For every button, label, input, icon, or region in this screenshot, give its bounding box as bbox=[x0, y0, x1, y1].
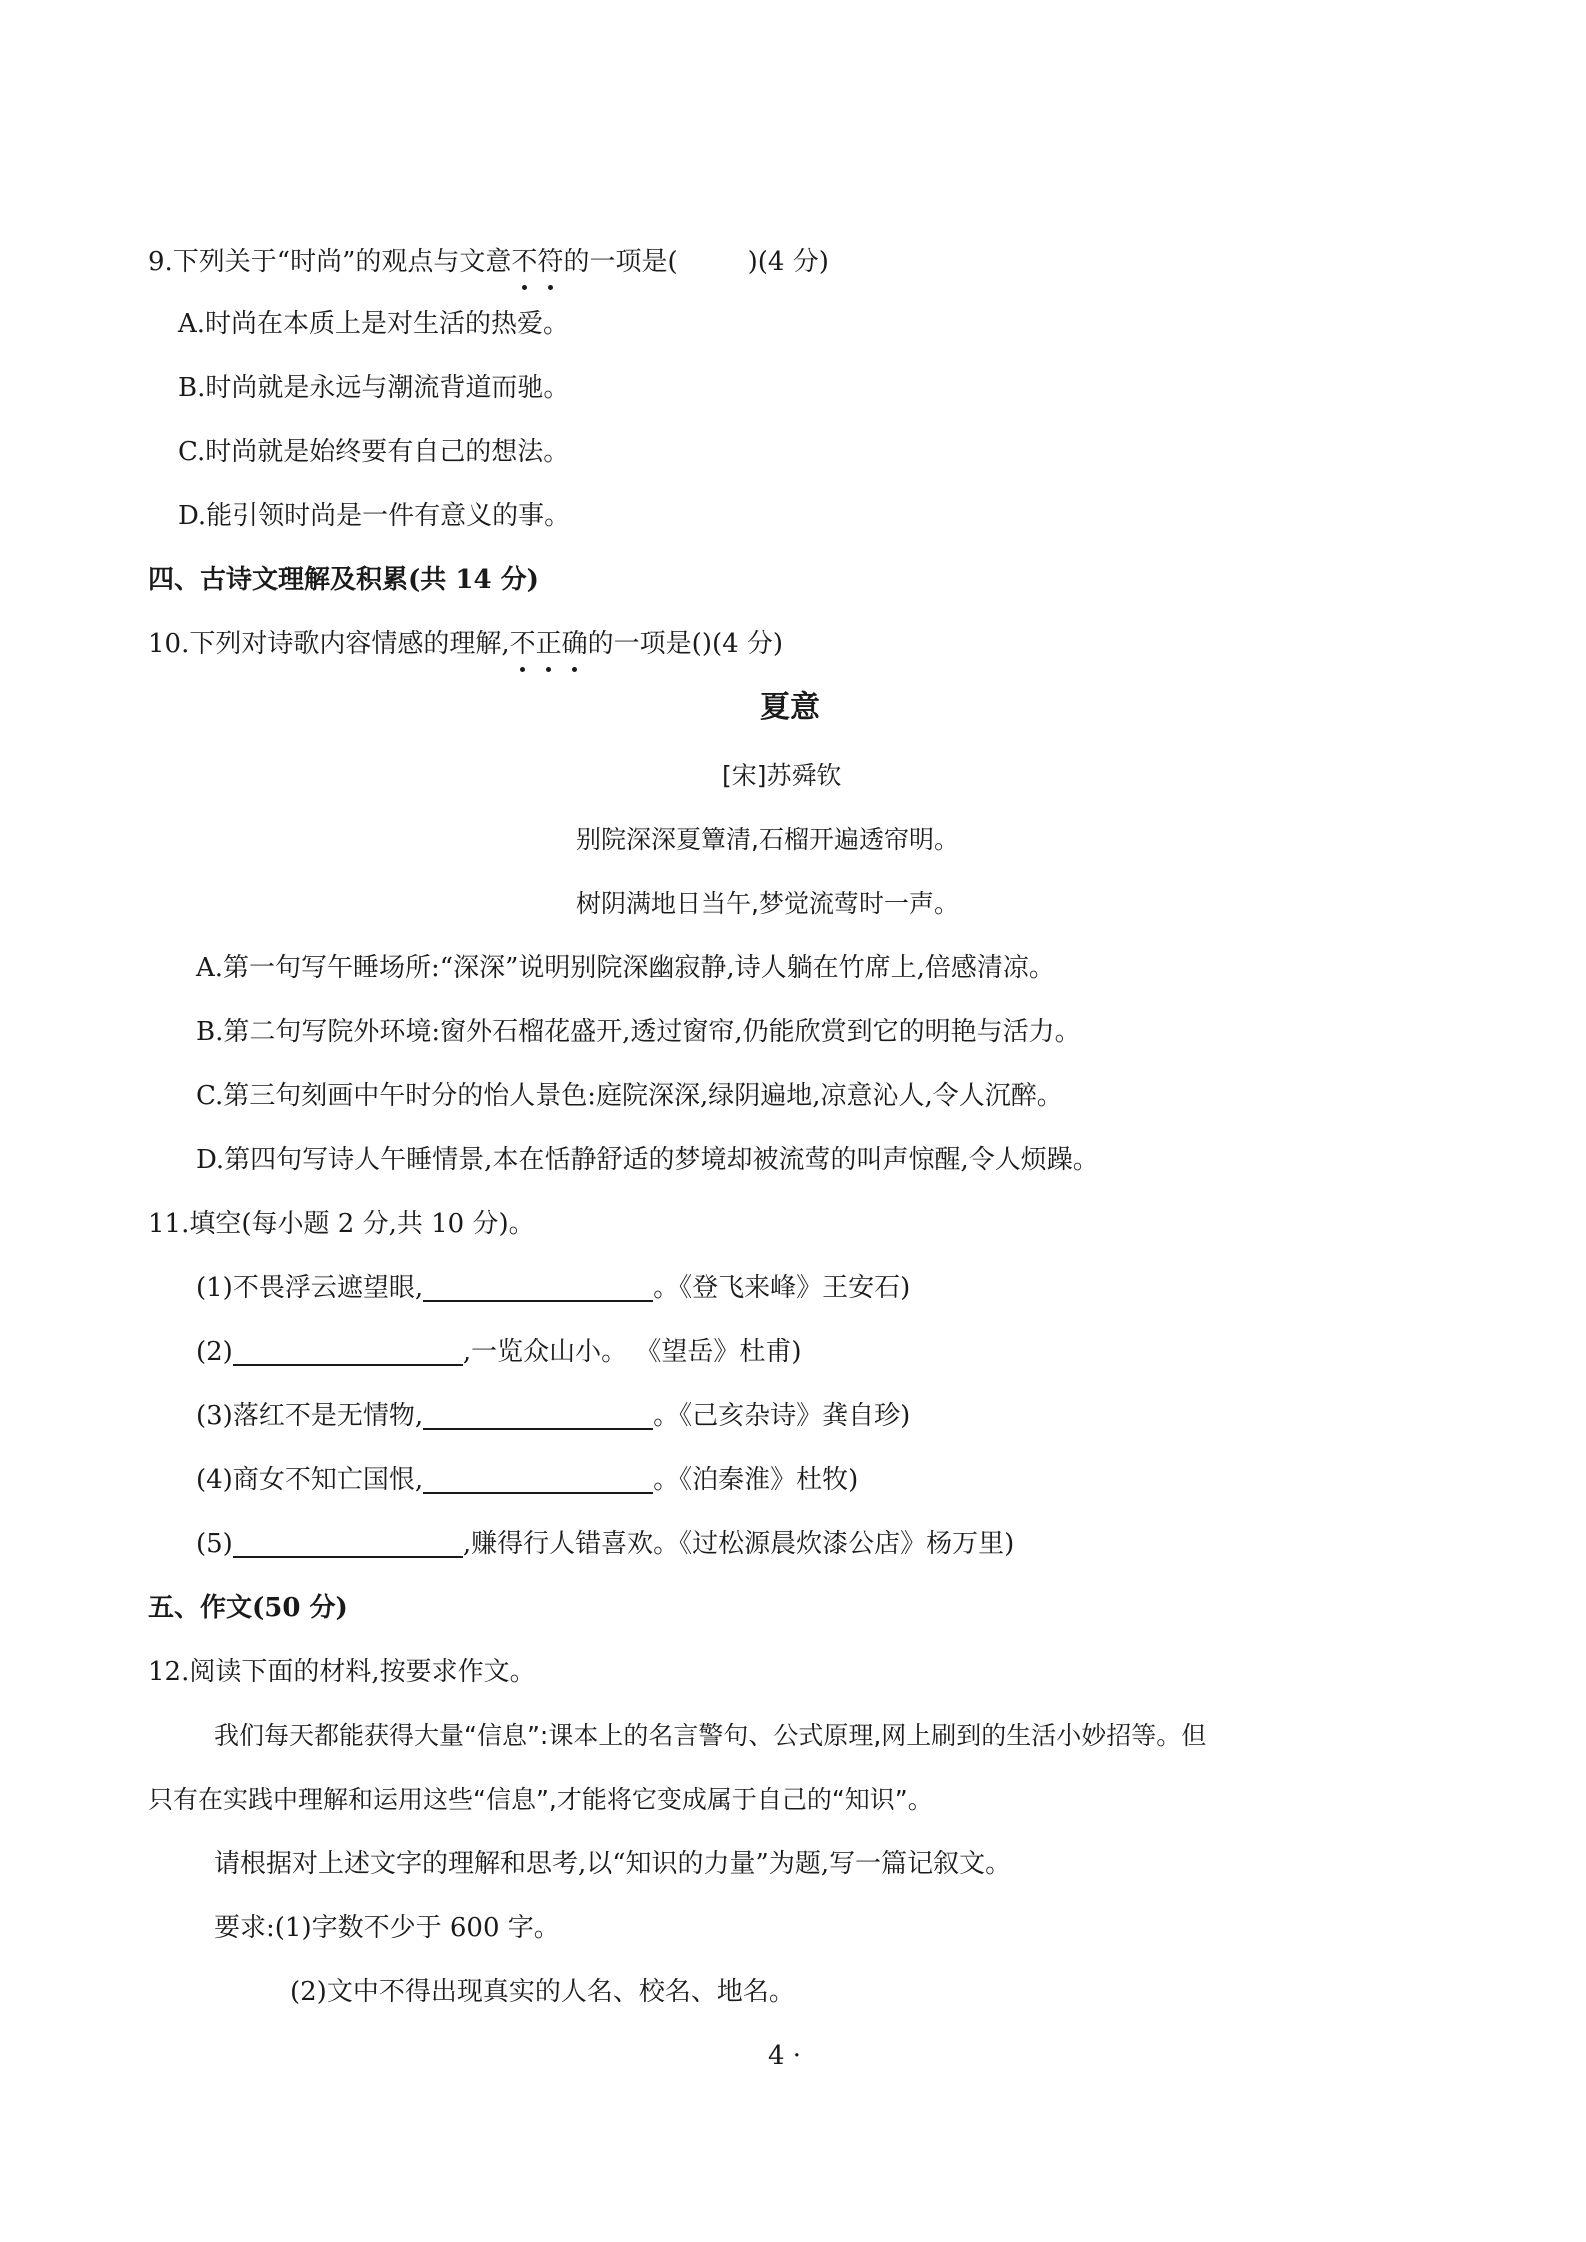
q9-stem: 9.下列关于“时尚”的观点与文意不符的一项是( )(4 分) bbox=[148, 244, 829, 280]
q10-option-b: B.第二句写院外环境:窗外石榴花盛开,透过窗帘,仍能欣赏到它的明艳与活力。 bbox=[196, 1017, 1081, 1047]
emphasis-dot-char: 不 bbox=[510, 626, 536, 662]
fill-blank bbox=[233, 1336, 463, 1366]
fill-blank bbox=[423, 1464, 653, 1494]
q11-item-2: (2) ,一览众山小。 《望岳》杜甫) bbox=[196, 1337, 802, 1367]
q10-option-a: A.第一句写午睡场所:“深深”说明别院深幽寂静,诗人躺在竹席上,倍感清凉。 bbox=[196, 953, 1055, 983]
q12-requirement-1: 要求:(1)字数不少于 600 字。 bbox=[214, 1913, 560, 1943]
fill-blank bbox=[233, 1528, 463, 1558]
poem-title: 夏意 bbox=[760, 690, 820, 725]
q9-option-c: C.时尚就是始终要有自己的想法。 bbox=[178, 437, 570, 467]
q10-option-c: C.第三句刻画中午时分的怡人景色:庭院深深,绿阴遍地,凉意沁人,令人沉醉。 bbox=[196, 1081, 1063, 1111]
q9-option-d: D.能引领时尚是一件有意义的事。 bbox=[178, 501, 571, 531]
q12-stem: 12.阅读下面的材料,按要求作文。 bbox=[148, 1657, 536, 1687]
q10-stem: 10.下列对诗歌内容情感的理解,不正确的一项是()(4 分) bbox=[148, 626, 783, 662]
poem-author: [宋]苏舜钦 bbox=[722, 761, 842, 790]
emphasis-dot-char: 确 bbox=[562, 626, 588, 662]
q11-stem: 11.填空(每小题 2 分,共 10 分)。 bbox=[148, 1209, 535, 1239]
q12-material-line-2: 只有在实践中理解和运用这些“信息”,才能将它变成属于自己的“知识”。 bbox=[148, 1785, 933, 1814]
q11-item-3: (3)落红不是无情物, 。《己亥杂诗》龚自珍) bbox=[196, 1401, 911, 1431]
q11-item-1: (1)不畏浮云遮望眼, 。《登飞来峰》王安石) bbox=[196, 1273, 911, 1303]
q11-item-5: (5) ,赚得行人错喜欢。《过松源晨炊漆公店》杨万里) bbox=[196, 1529, 1015, 1559]
section5-heading: 五、作文(50 分) bbox=[148, 1593, 348, 1623]
q12-requirement-2: (2)文中不得出现真实的人名、校名、地名。 bbox=[290, 1977, 795, 2007]
q10-option-d: D.第四句写诗人午睡情景,本在恬静舒适的梦境却被流莺的叫声惊醒,令人烦躁。 bbox=[196, 1145, 1099, 1175]
q12-instruction: 请根据对上述文字的理解和思考,以“知识的力量”为题,写一篇记叙文。 bbox=[214, 1849, 1012, 1879]
q9-option-b: B.时尚就是永远与潮流背道而驰。 bbox=[178, 373, 570, 403]
fill-blank bbox=[423, 1400, 653, 1430]
section4-heading: 四、古诗文理解及积累(共 14 分) bbox=[148, 565, 539, 595]
poem-line-2: 树阴满地日当午,梦觉流莺时一声。 bbox=[576, 889, 959, 918]
q11-item-4: (4)商女不知亡国恨, 。《泊秦淮》杜牧) bbox=[196, 1465, 859, 1495]
emphasis-dot-char: 符 bbox=[537, 244, 563, 280]
emphasis-dot-char: 不 bbox=[511, 244, 537, 280]
emphasis-dot-char: 正 bbox=[536, 626, 562, 662]
page-number: 4 · bbox=[768, 2041, 802, 2071]
fill-blank bbox=[423, 1272, 653, 1302]
q9-option-a: A.时尚在本质上是对生活的热爱。 bbox=[178, 309, 570, 339]
q12-material-line-1: 我们每天都能获得大量“信息”:课本上的名言警句、公式原理,网上刷到的生活小妙招等。但 bbox=[214, 1721, 1207, 1750]
poem-line-1: 别院深深夏簟清,石榴开遍透帘明。 bbox=[576, 825, 959, 854]
